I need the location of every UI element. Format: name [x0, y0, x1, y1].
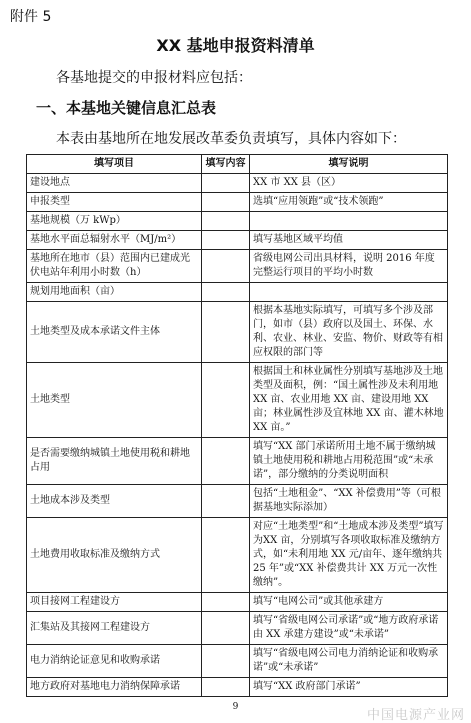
- row-note: 填写“XX 政府部门承诺”: [250, 678, 448, 697]
- row-note: 对应“土地类型”和“土地成本涉及类型”填写为XX 亩，分别填写各项收取标准及缴纳方式，如“未利用地 XX 元/亩年、逐年缴纳共 25 年”或“XX 补偿费共计 XX 万元一次性缴纳”。: [250, 518, 448, 593]
- row-note: 填写“XX 部门承诺所用土地不属于缴纳城镇土地使用税和耕地占用税范围”或“未承诺”，部分缴纳的分类说明面积: [250, 438, 448, 485]
- table-row: [27, 645, 448, 678]
- table-row: [27, 485, 448, 518]
- row-item: 基地规模（万 kWp）: [27, 212, 202, 231]
- row-note: 填写“电网公司”或其他承建方: [250, 593, 448, 612]
- row-note: 填写基地区域平均值: [250, 231, 448, 250]
- row-note: XX 市 XX 县（区）: [250, 174, 448, 193]
- page-title: XX 基地申报资料清单: [156, 36, 315, 55]
- table-row: [27, 231, 448, 250]
- row-item: 土地费用收取标准及缴纳方式: [27, 518, 202, 593]
- row-note: 省级电网公司出具材料，说明 2016 年度完整运行项目的平均小时数: [250, 250, 448, 283]
- row-note: 包括“土地租金”、“XX 补偿费用”等（可根据基地实际添加）: [250, 485, 448, 518]
- row-item: 电力消纳论证意见和收购承诺: [27, 645, 202, 678]
- section-heading: 一、本基地关键信息汇总表: [36, 99, 217, 117]
- row-content: [202, 485, 250, 518]
- row-note: [250, 283, 448, 302]
- row-item: 基地所在地市（县）范围内已建成光伏电站年利用小时数（h）: [27, 250, 202, 283]
- page-number: 9: [232, 702, 239, 712]
- intro-text: 各基地提交的申报材料应包括：: [56, 70, 252, 86]
- row-note: 填写“省级电网公司电力消纳论证和收购承诺”或“未承诺”: [250, 645, 448, 678]
- row-item: 土地类型: [27, 363, 202, 438]
- row-item: 土地成本涉及类型: [27, 485, 202, 518]
- row-content: [202, 193, 250, 212]
- row-note: 根据本基地实际填写，可填写多个涉及部门，如市（县）政府以及国土、环保、水利、农业、林业、安监、物价、财政等有相应权限的部门等: [250, 302, 448, 363]
- row-item: 申报类型: [27, 193, 202, 212]
- table-row: [27, 518, 448, 593]
- row-content: [202, 250, 250, 283]
- row-content: [202, 678, 250, 697]
- annex-label: 附件 5: [10, 9, 52, 25]
- row-content: [202, 645, 250, 678]
- row-note: 选填“应用领跑”或“技术领跑”: [250, 193, 448, 212]
- row-content: [202, 612, 250, 645]
- row-note: [250, 212, 448, 231]
- table-row: [27, 363, 448, 438]
- row-content: [202, 283, 250, 302]
- table-row: [27, 250, 448, 283]
- row-content: [202, 302, 250, 363]
- row-content: [202, 593, 250, 612]
- watermark-text: 中国电源产业网: [366, 708, 465, 723]
- row-content: [202, 174, 250, 193]
- table-row: [27, 193, 448, 212]
- row-item: 地方政府对基地电力消纳保障承诺: [27, 678, 202, 697]
- row-item: 建设地点: [27, 174, 202, 193]
- row-content: [202, 518, 250, 593]
- header-note: 填写说明: [250, 155, 448, 174]
- row-item: 是否需要缴纳城镇土地使用税和耕地占用: [27, 438, 202, 485]
- row-content: [202, 363, 250, 438]
- table-row: [27, 302, 448, 363]
- row-content: [202, 212, 250, 231]
- row-content: [202, 231, 250, 250]
- section-description: 本表由基地所在地发展改革委负责填写，具体内容如下：: [56, 131, 406, 147]
- row-note: 根据国土和林业属性分别填写基地涉及土地类型及面积，例：“国土属性涉及未利用地 XX 亩、农业用地 XX 亩、建设用地 XX 亩；林业属性涉及宜林地 XX 亩、灌木林地 XX 亩。”: [250, 363, 448, 438]
- table-row: [27, 593, 448, 612]
- row-note: 填写“省级电网公司承诺”或“地方政府承诺由 XX 承建方建设”或“未承诺”: [250, 612, 448, 645]
- row-item: 土地类型及成本承诺文件主体: [27, 302, 202, 363]
- row-item: 基地水平面总辐射水平（MJ/m²）: [27, 231, 202, 250]
- header-item: 填写项目: [27, 155, 202, 174]
- row-item: 项目接网工程建设方: [27, 593, 202, 612]
- row-item: 汇集站及其接网工程建设方: [27, 612, 202, 645]
- row-item: 规划用地面积（亩）: [27, 283, 202, 302]
- table-row: [27, 212, 448, 231]
- table-row: [27, 678, 448, 697]
- table-row: [27, 612, 448, 645]
- table-row: [27, 438, 448, 485]
- table-row: [27, 283, 448, 302]
- table-row: [27, 174, 448, 193]
- header-content: 填写内容: [202, 155, 250, 174]
- row-content: [202, 438, 250, 485]
- key-info-table: [26, 154, 448, 697]
- table-header-row: [27, 155, 448, 174]
